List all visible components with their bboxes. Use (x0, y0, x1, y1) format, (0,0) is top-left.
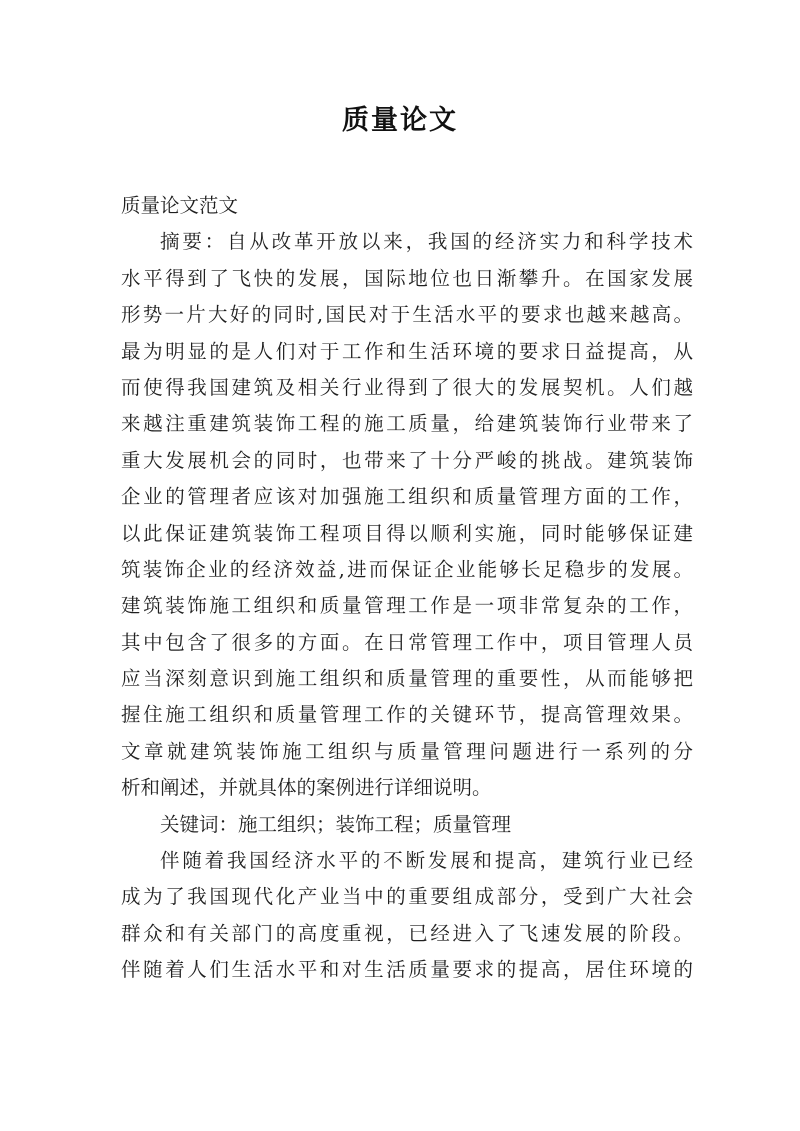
abstract-paragraph (121, 224, 693, 806)
abstract-line: 以此保证建筑装饰工程项目得以顺利实施，同时能够保证建 (121, 521, 693, 545)
document-title: 质量论文 (342, 105, 458, 136)
intro-line: 伴随着我国经济水平的不断发展和提高，建筑行业已经 (160, 849, 693, 873)
abstract-line: 应当深刻意识到施工组织和质量管理的重要性，从而能够把 (121, 667, 693, 691)
abstract-line: 而使得我国建筑及相关行业得到了很大的发展契机。人们越 (121, 375, 693, 399)
abstract-line: 其中包含了很多的方面。在日常管理工作中，项目管理人员 (121, 630, 693, 654)
abstract-line: 摘要：自从改革开放以来，我国的经济实力和科学技术 (160, 230, 693, 254)
keywords-line: 关键词：施工组织；装饰工程；质量管理 (160, 812, 512, 836)
abstract-line: 形势一片大好的同时,国民对于生活水平的要求也越来越高。 (121, 303, 693, 327)
abstract-line: 握住施工组织和质量管理工作的关键环节，提高管理效果。 (121, 703, 693, 727)
abstract-line: 来越注重建筑装饰工程的施工质量，给建筑装饰行业带来了 (121, 412, 693, 436)
intro-paragraph (121, 843, 693, 989)
abstract-line: 企业的管理者应该对加强施工组织和质量管理方面的工作， (121, 485, 693, 509)
intro-line: 群众和有关部门的高度重视，已经进入了飞速发展的阶段。 (121, 921, 693, 945)
document-subtitle: 质量论文范文 (121, 194, 239, 217)
abstract-line: 筑装饰企业的经济效益,进而保证企业能够长足稳步的发展。 (121, 557, 693, 581)
abstract-line: 最为明显的是人们对于工作和生活环境的要求日益提高，从 (121, 339, 693, 363)
document-body (121, 188, 693, 989)
intro-line: 伴随着人们生活水平和对生活质量要求的提高，居住环境的 (121, 958, 693, 982)
abstract-line: 重大发展机会的同时，也带来了十分严峻的挑战。建筑装饰 (121, 448, 693, 472)
abstract-line: 建筑装饰施工组织和质量管理工作是一项非常复杂的工作， (121, 594, 693, 618)
abstract-line: 文章就建筑装饰施工组织与质量管理问题进行一系列的分 (121, 739, 693, 763)
intro-line: 成为了我国现代化产业当中的重要组成部分，受到广大社会 (121, 885, 693, 909)
abstract-line: 析和阐述，并就具体的案例进行详细说明。 (121, 776, 492, 800)
abstract-line: 水平得到了飞快的发展，国际地位也日渐攀升。在国家发展 (121, 266, 693, 290)
